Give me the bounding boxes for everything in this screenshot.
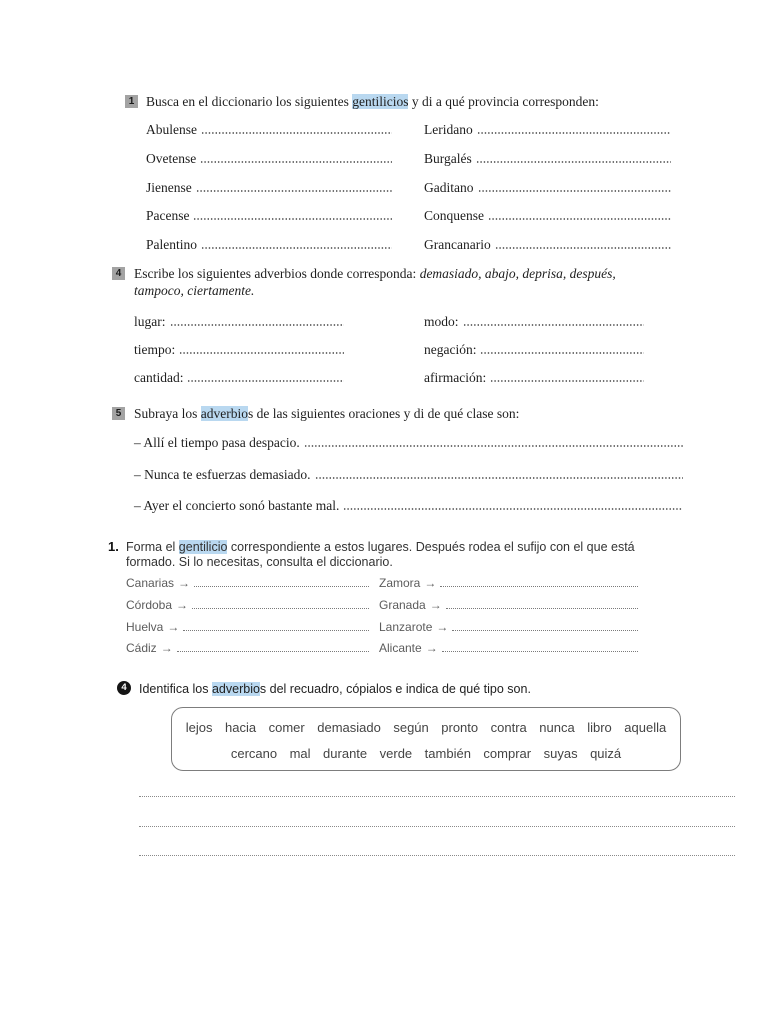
answer-row (379, 573, 638, 595)
place-label: Huelva (126, 619, 164, 634)
category-label: modo: (424, 314, 459, 329)
answer-blank (477, 132, 671, 134)
arrow-icon: → (424, 576, 437, 591)
answer-row (424, 116, 671, 145)
word: también (424, 746, 471, 761)
exercise-number-badge: 1 (125, 95, 138, 108)
place-label: Cádiz (126, 641, 157, 656)
answer-blank (478, 190, 672, 192)
answer-row (379, 595, 638, 617)
gentilicio-label: Burgalés (424, 150, 472, 166)
answer-blank (196, 190, 392, 192)
category-label: afirmación: (424, 370, 487, 385)
answer-row (126, 638, 369, 660)
gentilicio-label: Grancanario (424, 237, 491, 252)
exercise-number-badge: 4 (112, 267, 125, 280)
arrow-icon: → (429, 597, 442, 612)
answer-blank (480, 352, 644, 354)
answer-blank (179, 352, 344, 354)
answer-line (139, 796, 735, 797)
answer-blank (183, 630, 369, 631)
gentilicio-label: Gaditano (424, 179, 474, 195)
answer-blank (201, 247, 392, 249)
word: verde (379, 746, 413, 761)
answer-row (146, 231, 392, 260)
answer-row (146, 174, 392, 203)
category-label: negación: (424, 342, 477, 357)
instruction-text: Subraya los (134, 406, 201, 421)
instruction-text: s de las siguientes oraciones y di de qué clase son: (247, 406, 520, 421)
instruction-text: Busca en el diccionario los siguientes (146, 94, 353, 109)
sentence-text: – Nunca te esfuerzas demasiado. (134, 466, 311, 482)
answer-blank (200, 161, 392, 163)
answer-blank (495, 247, 671, 249)
place-label: Alicante (379, 641, 422, 656)
place-label: Córdoba (126, 597, 173, 612)
answer-row (126, 573, 369, 595)
answer-blank (170, 324, 345, 326)
word: comprar (483, 746, 532, 761)
word: lejos (185, 720, 213, 735)
word: hacia (225, 720, 257, 735)
answer-blank (440, 586, 638, 587)
sentence-row (134, 490, 683, 522)
answer-row (379, 638, 638, 660)
sentence-row (134, 459, 683, 491)
answer-row (424, 202, 671, 231)
answer-blank (476, 161, 671, 163)
arrow-icon: → (167, 619, 180, 634)
answer-blank (315, 477, 683, 479)
instruction-text: correspondiente a estos lugares. Después rodea el sufijo con el que está (227, 540, 635, 554)
word: suyas (543, 746, 578, 761)
arrow-icon: → (160, 641, 173, 656)
adverb-list-continued: tampoco, ciertamente. (134, 283, 255, 298)
instruction-text: Forma el (126, 540, 179, 554)
answer-row (146, 145, 392, 174)
word: demasiado (317, 720, 381, 735)
answer-row (424, 145, 671, 174)
place-label: Lanzarote (379, 619, 433, 634)
instruction-text: s del recuadro, cópialos e indica de qué tipo son. (259, 682, 531, 696)
gentilicio-label: Abulense (146, 122, 197, 137)
answer-row (134, 336, 344, 364)
adverb-category-grid (134, 308, 644, 392)
answer-row (126, 595, 369, 617)
answer-blank (177, 651, 369, 652)
instruction-text: Identifica los (139, 682, 212, 696)
arrow-icon: → (436, 619, 449, 634)
exercise-5-instruction (134, 406, 519, 422)
instruction-text: y di a qué provincia corresponden: (408, 94, 599, 109)
adverb-list: demasiado, abajo, deprisa, después, (419, 266, 616, 281)
place-label: Canarias (126, 576, 175, 591)
answer-row (134, 308, 344, 336)
activity-1-instruction-line-1 (126, 539, 635, 555)
activity-number: 1. (108, 539, 119, 554)
gentilicio-label: Jienense (146, 179, 192, 195)
word: nunca (539, 720, 575, 735)
exercise-number-badge: 5 (112, 407, 125, 420)
answer-row (424, 308, 644, 336)
answer-blank (446, 608, 638, 609)
place-label: Granada (379, 597, 426, 612)
answer-blank (192, 608, 369, 609)
answer-row (379, 617, 638, 639)
word: libro (587, 720, 612, 735)
category-label: lugar: (134, 314, 166, 329)
word: cercano (230, 746, 278, 761)
answer-line (139, 826, 735, 827)
answer-blank (488, 218, 671, 220)
answer-blank (442, 651, 638, 652)
place-label: Zamora (379, 576, 421, 591)
arrow-icon: → (178, 576, 191, 591)
activity-4-instruction (139, 681, 531, 697)
places-answer-grid (126, 573, 638, 660)
answer-blank (343, 508, 683, 510)
gentilicio-label: Ovetense (146, 150, 197, 166)
exercise-1-instruction (146, 94, 599, 110)
answer-row (424, 364, 644, 392)
answer-blank (193, 218, 392, 220)
gentilicio-label: Pacense (146, 208, 190, 224)
sentence-text: – Allí el tiempo pasa despacio. (134, 435, 300, 451)
sentence-text: – Ayer el concierto sonó bastante mal. (134, 498, 340, 514)
category-label: tiempo: (134, 342, 176, 357)
highlighted-word: gentilicios (352, 94, 409, 109)
word: contra (490, 720, 527, 735)
answer-blank (187, 380, 344, 382)
word: comer (268, 720, 305, 735)
answer-row (146, 116, 392, 145)
sentence-row (134, 427, 683, 459)
answer-row (424, 231, 671, 260)
answer-blank (452, 630, 638, 631)
word: quizá (590, 746, 622, 761)
activity-number-badge: 4 (117, 681, 131, 695)
instruction-text: Escribe los siguientes adverbios donde corresponda: (134, 266, 420, 281)
answer-row (126, 617, 369, 639)
word: pronto (441, 720, 479, 735)
word: durante (323, 746, 368, 761)
answer-row (134, 364, 344, 392)
answer-blank (194, 586, 369, 587)
sentence-list (134, 427, 683, 522)
answer-row (424, 174, 671, 203)
gentilicio-label: Conquense (424, 208, 484, 224)
answer-blank (201, 132, 392, 134)
answer-row (146, 202, 392, 231)
arrow-icon: → (176, 597, 189, 612)
answer-line (139, 855, 735, 856)
word: mal (289, 746, 311, 761)
answer-blank (490, 380, 644, 382)
word-row (172, 715, 680, 741)
word: aquella (624, 720, 667, 735)
answer-row (424, 336, 644, 364)
highlighted-word: adverbio (200, 406, 248, 421)
activity-1-instruction-line-2: formado. Si lo necesitas, consulta el diccionario. (126, 555, 393, 569)
category-label: cantidad: (134, 370, 184, 385)
gentilicio-label: Leridano (424, 122, 473, 137)
answer-blank (304, 445, 683, 447)
gentilicio-label: Palentino (146, 237, 197, 252)
answer-blank (463, 324, 644, 326)
highlighted-word: adverbio (211, 682, 260, 696)
exercise-4-instruction-line-1 (134, 266, 616, 282)
word: según (393, 720, 429, 735)
highlighted-word: gentilicio (178, 540, 228, 554)
gentilicios-answer-grid (146, 116, 671, 260)
arrow-icon: → (425, 641, 438, 656)
word-row (172, 741, 680, 767)
word-box (171, 707, 681, 771)
